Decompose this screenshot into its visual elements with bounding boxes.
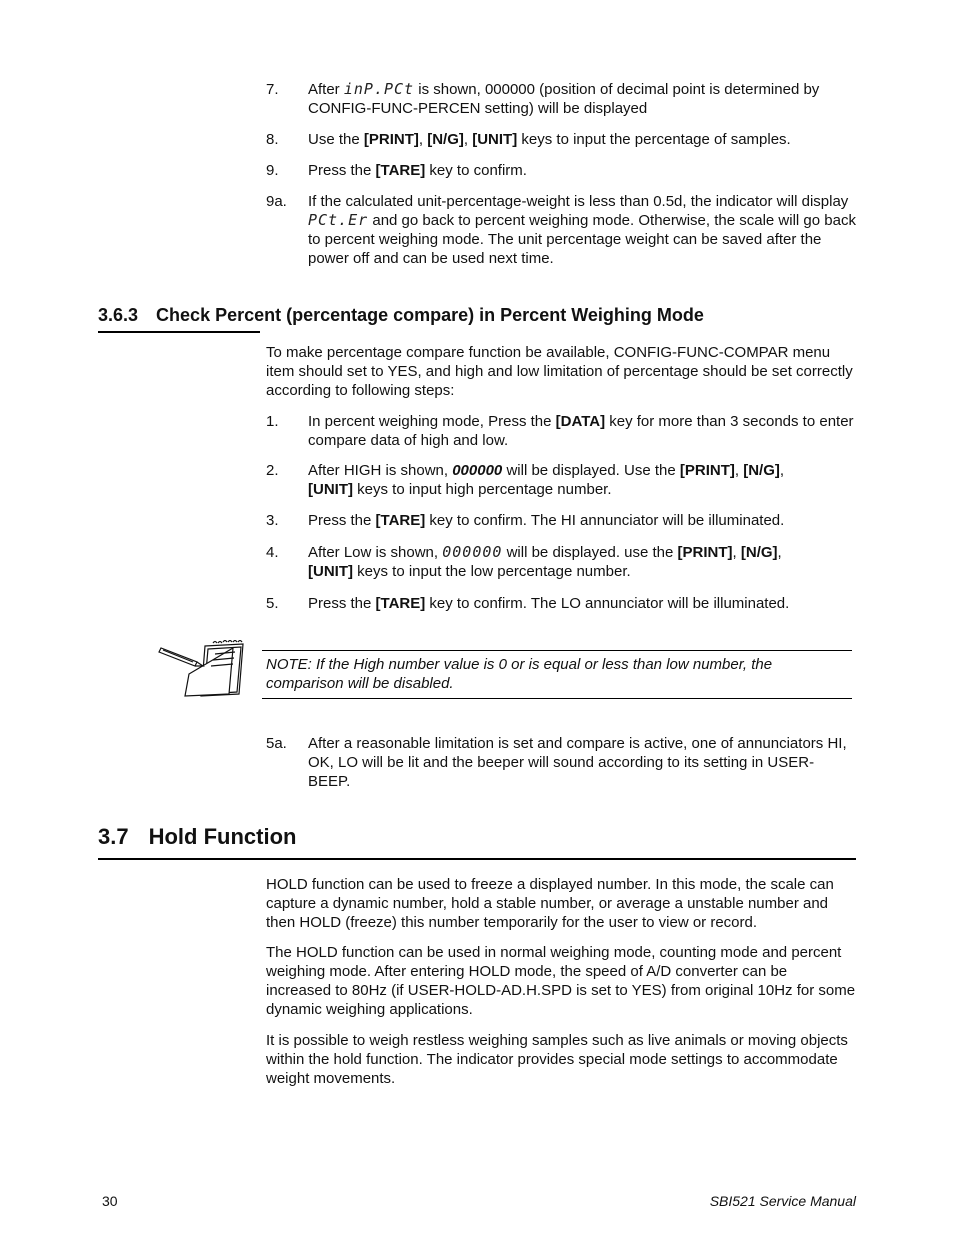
key-label: [UNIT] [308, 481, 353, 498]
notepad-icon [155, 640, 247, 700]
text-run: In percent weighing mode, Press the [308, 413, 556, 430]
body-paragraph: It is possible to weigh restless weighing samples such as live animals or moving objects within the hold function. The indicator provides special mode settings to accommodate weight movements. [266, 1032, 848, 1087]
text-run: will be displayed. Use the [502, 462, 680, 479]
section-title: Hold Function [148, 824, 297, 849]
text-run: After Low is shown, [308, 544, 443, 561]
key-label: [UNIT] [308, 563, 353, 580]
lcd-display-text: 000000 [442, 543, 503, 561]
text-run: If the calculated unit-percentage-weight is less than 0.5d, the indicator will display [308, 193, 849, 210]
step-text [308, 161, 856, 180]
lcd-display-text: PCt.Er [308, 211, 369, 229]
text-run: , [732, 544, 741, 561]
heading-underline [98, 331, 260, 333]
text-run: key to confirm. [425, 162, 527, 179]
lcd-display-text: inP.PCt [343, 80, 415, 98]
step-number: 3. [266, 512, 279, 529]
text-run: , [777, 544, 782, 561]
key-label: [TARE] [375, 512, 426, 529]
note-text: NOTE: If the High number value is 0 or is equal or less than low number, the comparison will be disabled. [266, 656, 773, 692]
text-run: , [418, 131, 428, 148]
note-rule-top [262, 650, 852, 651]
section-number: 3.6.3 [98, 305, 139, 325]
key-label: [PRINT] [677, 544, 733, 561]
step-number: 5. [266, 595, 279, 612]
intro-paragraph: To make percentage compare function be available, CONFIG-FUNC-COMPAR menu item should set to YES, and high and low limitation of percentage should be set correctly according to following steps: [266, 344, 853, 399]
step-number: 9. [266, 162, 279, 179]
text-run: Press the [308, 512, 376, 529]
step-text [308, 461, 856, 499]
text-run: After [308, 81, 344, 98]
step-text [308, 412, 856, 450]
value-text: 000000 [452, 462, 503, 479]
step-number: 9a. [266, 193, 287, 210]
text-run: , [779, 462, 785, 479]
section-title: Check Percent (percentage compare) in Percent Weighing Mode [156, 305, 704, 325]
key-label: [DATA] [555, 413, 606, 430]
text-run: Press the [308, 162, 376, 179]
text-run: is shown, 000000 (position of decimal point is determined by CONFIG-FUNC-PERCEN setting) will be displayed [308, 81, 820, 117]
text-run: key for more than 3 seconds to enter compare data of high and low. [308, 413, 854, 449]
key-label: [N/G] [740, 544, 778, 561]
step-number: 7. [266, 81, 279, 98]
step-text: After a reasonable limitation is set and compare is active, one of annunciators HI, OK, LO will be lit and the beeper will sound according to its setting in USER-BEEP. [308, 735, 847, 790]
manual-title: SBI521 Service Manual [709, 1193, 856, 1209]
section-number: 3.7 [98, 824, 129, 849]
section-heading [98, 303, 704, 327]
step-text [308, 192, 856, 268]
key-label: [PRINT] [679, 462, 735, 479]
text-run: keys to input high percentage number. [353, 481, 612, 498]
step-text [308, 594, 856, 613]
step-number: 5a. [266, 735, 287, 752]
step-text [308, 543, 856, 581]
text-run: , [734, 462, 744, 479]
body-paragraph: The HOLD function can be used in normal weighing mode, counting mode and percent weighing mode. After entering HOLD mode, the speed of A/D converter can be increased to 80Hz (if USER-HOLD-AD.H.SPD is set to YES) from original 10Hz for some dynamic weighing applications. [266, 944, 856, 1018]
step-number: 2. [266, 462, 279, 479]
step-number: 1. [266, 413, 279, 430]
step-text [308, 130, 856, 149]
text-run: After HIGH is shown, [308, 462, 453, 479]
step-number: 4. [266, 544, 279, 561]
step-text [308, 511, 856, 530]
key-label: [N/G] [743, 462, 780, 479]
key-label: [PRINT] [363, 131, 419, 148]
text-run: and go back to percent weighing mode. Otherwise, the scale will go back to percent weighing mode. The unit percentage weight can be saved after the power off and can be used next time. [308, 212, 856, 267]
text-run: Use the [308, 131, 364, 148]
heading-underline [98, 858, 856, 860]
text-run: keys to input the percentage of samples. [517, 131, 791, 148]
section-heading [98, 823, 296, 851]
body-paragraph: HOLD function can be used to freeze a displayed number. In this mode, the scale can capture a dynamic number, hold a stable number, or average a unstable number and then HOLD (freeze) this number temporarily for the user to view or record. [266, 876, 834, 931]
key-label: [TARE] [375, 595, 426, 612]
text-run: key to confirm. The HI annunciator will be illuminated. [425, 512, 785, 529]
text-run: will be displayed. use the [502, 544, 678, 561]
note-rule-bottom [262, 698, 852, 699]
page-number: 30 [102, 1193, 118, 1209]
key-label: [UNIT] [472, 131, 518, 148]
text-run: , [463, 131, 473, 148]
text-run: keys to input the low percentage number. [353, 563, 631, 580]
text-run: key to confirm. The LO annunciator will be illuminated. [425, 595, 790, 612]
step-text [308, 80, 856, 118]
step-number: 8. [266, 131, 279, 148]
text-run: Press the [308, 595, 376, 612]
key-label: [TARE] [375, 162, 426, 179]
key-label: [N/G] [427, 131, 464, 148]
